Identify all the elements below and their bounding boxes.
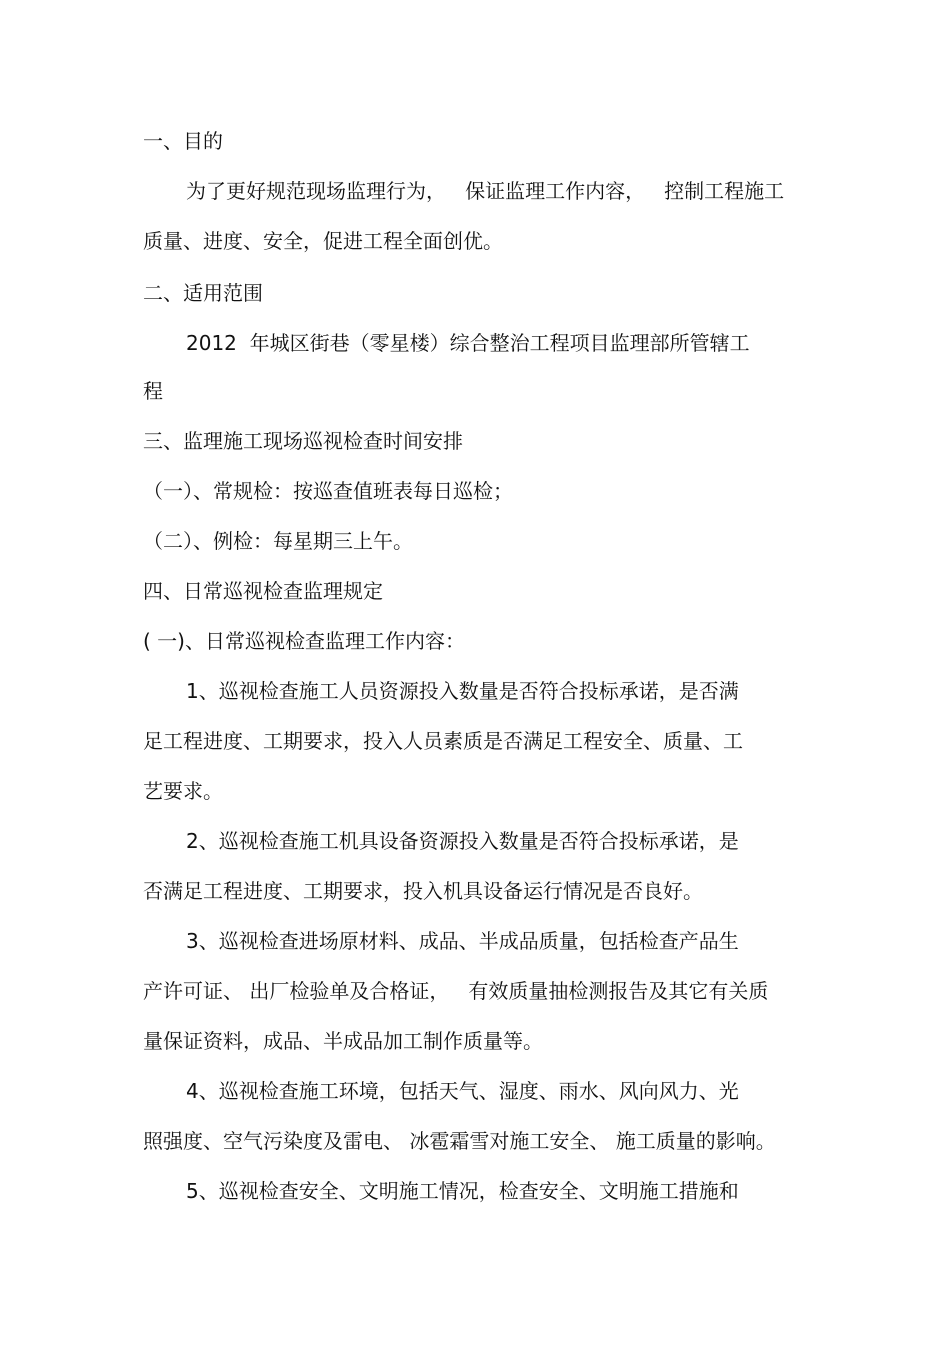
- paragraph-line: 量保证资料，成品、半成品加工制作质量等。: [143, 1029, 543, 1053]
- paragraph-line: 照强度、空气污染度及雷电、 冰雹霜雪对施工安全、 施工质量的影响。: [143, 1129, 776, 1153]
- paragraph-line: 艺要求。: [143, 779, 223, 803]
- heading-purpose: 一、目的: [143, 129, 223, 153]
- paragraph-line: 产许可证、 出厂检验单及合格证， 有效质量抽检测报告及其它有关质: [143, 979, 769, 1003]
- paragraph-line: 3、巡视检查进场原材料、成品、半成品质量，包括检查产品生: [186, 929, 739, 953]
- paragraph-line: 4、巡视检查施工环境，包括天气、湿度、雨水、风向风力、光: [186, 1079, 739, 1103]
- paragraph-line: 否满足工程进度、工期要求，投入机具设备运行情况是否良好。: [143, 879, 703, 903]
- subheading: ( 一)、日常巡视检查监理工作内容：: [143, 629, 465, 653]
- paragraph-line: 质量、进度、安全，促进工程全面创优。: [143, 229, 503, 253]
- paragraph-line: 程: [143, 379, 163, 403]
- paragraph-line: 为了更好规范现场监理行为， 保证监理工作内容， 控制工程施工: [186, 179, 785, 203]
- paragraph-line: 2、巡视检查施工机具设备资源投入数量是否符合投标承诺，是: [186, 829, 739, 853]
- heading-daily-rules: 四、日常巡视检查监理规定: [143, 579, 383, 603]
- paragraph-line: 1、巡视检查施工人员资源投入数量是否符合投标承诺，是否满: [186, 679, 739, 703]
- paragraph-line: 5、巡视检查安全、文明施工情况，检查安全、文明施工措施和: [186, 1179, 739, 1203]
- paragraph-line: 足工程进度、工期要求，投入人员素质是否满足工程安全、质量、工: [143, 729, 743, 753]
- list-item: （一）、常规检：按巡查值班表每日巡检；: [143, 479, 513, 503]
- paragraph-line: 2012 年城区街巷（零星楼）综合整治工程项目监理部所管辖工: [186, 331, 750, 355]
- list-item: （二）、例检：每星期三上午。: [143, 529, 413, 553]
- heading-scope: 二、适用范围: [143, 281, 263, 305]
- heading-schedule: 三、监理施工现场巡视检查时间安排: [143, 429, 463, 453]
